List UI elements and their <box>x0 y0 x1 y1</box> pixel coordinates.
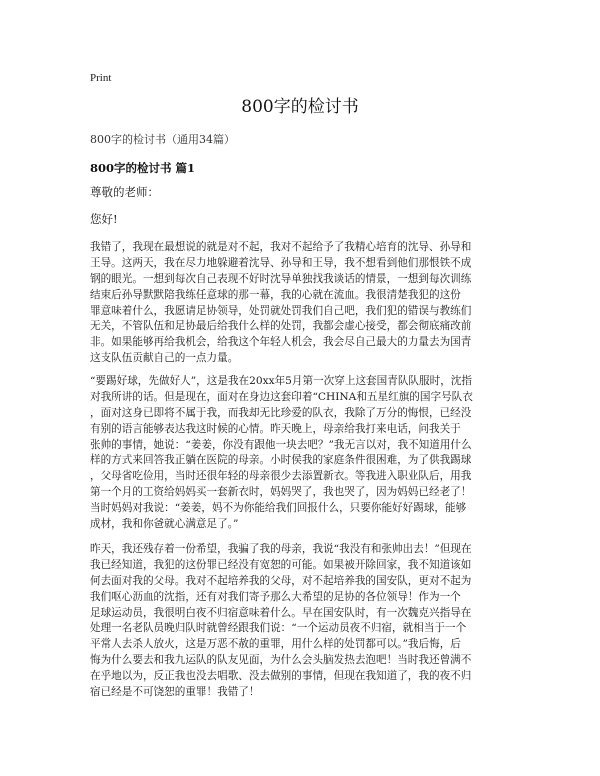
paragraph-line: 处理一名老队员晚归队时就曾经跟我们说：“一个运动员夜不归宿，就相当于一个 <box>90 622 467 635</box>
paragraph-line: 结束后孙导默默陪我练任意球的那一幕，我的心就在流血。我很清楚我犯的这份 <box>90 288 461 301</box>
paragraph-line: 钢的眼光。一想到每次自己表现不好时沈导单独找我谈话的情景，一想到每次训练 <box>90 272 472 285</box>
paragraph-line: 无关，不管队伍和足协最后给我什么样的处罚，我都会虚心接受，都会彻底痛改前 <box>90 320 472 333</box>
paragraph-line: 悔为什么要去和我九运队的队友见面，为什么会头脑发热去泡吧！当时我还曾满不 <box>90 654 472 667</box>
paragraph-line: 这支队伍贡献自己的一点力量。 <box>90 352 239 365</box>
greeting: 您好! <box>90 212 118 226</box>
paragraph-line: 何去面对我的父母。我对不起培养我的父母，对不起培养我的国安队，更对不起为 <box>90 574 472 587</box>
paragraph-line: ，父母省吃俭用，当时还很年轻的母亲很少去添置新衣。等我进入职业队后，用我 <box>90 470 472 483</box>
paragraph-line: 平常人去杀人放火，这是万恶不赦的重罪，用什么样的处罚都可以。”我后悔，后 <box>90 638 461 651</box>
print-label: Print <box>90 72 112 84</box>
paragraph-line: 对我所讲的话。但是现在，面对在身边这套印着“CHINA和五星红旗的国字号队衣 <box>90 390 473 403</box>
paragraph-line: 王导。这两天，我在尽力地躲避着沈导、孙导和王导，我不想看到他们那恨铁不成 <box>90 256 472 269</box>
paragraph-line: ，面对这身已即将不属于我，而我却无比珍爱的队衣，我除了万分的悔恨，已经没 <box>90 406 472 419</box>
paragraph-line: 在乎地以为，反正我也没去唱歌、没去做别的事情，但现在我知道了，我的夜不归 <box>90 670 472 683</box>
paragraph-3 <box>90 542 510 701</box>
document-subtitle: 800字的检讨书（通用34篇） <box>90 133 235 146</box>
paragraph-line: 宿已经是不可饶恕的重罪！我错了！ <box>90 686 260 699</box>
paragraph-line: 非。如果能够再给我机会，给我这个年轻人机会，我会尽自己最大的力量去为国青 <box>90 336 472 349</box>
paragraph-line: 样的方式来回答我正躺在医院的母亲。小时侯我的家庭条件很困难，为了供我踢球 <box>90 454 472 467</box>
paragraph-line: 我已经知道，我犯的这份罪已经没有宽恕的可能。如果被开除回家，我不知道该如 <box>90 558 472 571</box>
paragraph-line: 有别的语言能够表达我这时候的心情。昨天晚上，母亲给我打来电话，问我关于 <box>90 422 461 435</box>
paragraph-line: 张帅的事情，她说：“姜姜，你没有跟他一块去吧？”我无言以对，我不知道用什么 <box>90 438 472 451</box>
salutation: 尊敬的老师： <box>90 185 159 199</box>
document-title: 800字的检讨书 <box>241 97 359 117</box>
paragraph-line: 足球运动员，我很明白夜不归宿意味着什么。早在国安队时，有一次魏克兴指导在 <box>90 606 472 619</box>
paragraph-line: 成材，我和你爸就心满意足了。” <box>90 518 239 531</box>
paragraph-line: 我错了，我现在最想说的就是对不起，我对不起给予了我精心培育的沈导、孙导和 <box>90 241 472 253</box>
section-title: 800字的检讨书 篇1 <box>90 161 196 175</box>
paragraph-line: 当时妈妈对我说：“姜姜，妈不为你能给我们回报什么，只要你能好好踢球，能够 <box>90 502 467 515</box>
paragraph-line: 第一个月的工资给妈妈买一套新衣时，妈妈哭了，我也哭了，因为妈妈已经老了！ <box>90 486 472 499</box>
paragraph-line: 罪意味着什么，我愿请足协领导，处罚就处罚我们自己吧，我们犯的错误与教练们 <box>90 304 472 317</box>
paragraph-line: “要踢好球，先做好人”，这是我在20xx年5月第一次穿上这套国青队队服时，沈指 <box>90 375 472 387</box>
paragraph-line: 我们呕心沥血的沈指，还有对我们寄予那么大希望的足协的各位领导！作为一个 <box>90 590 461 603</box>
paragraph-line: 昨天，我还残存着一份希望，我骗了我的母亲，我说“我没有和张帅出去！”但现在 <box>90 543 472 555</box>
paragraph-1 <box>90 240 510 367</box>
paragraph-2 <box>90 374 510 533</box>
